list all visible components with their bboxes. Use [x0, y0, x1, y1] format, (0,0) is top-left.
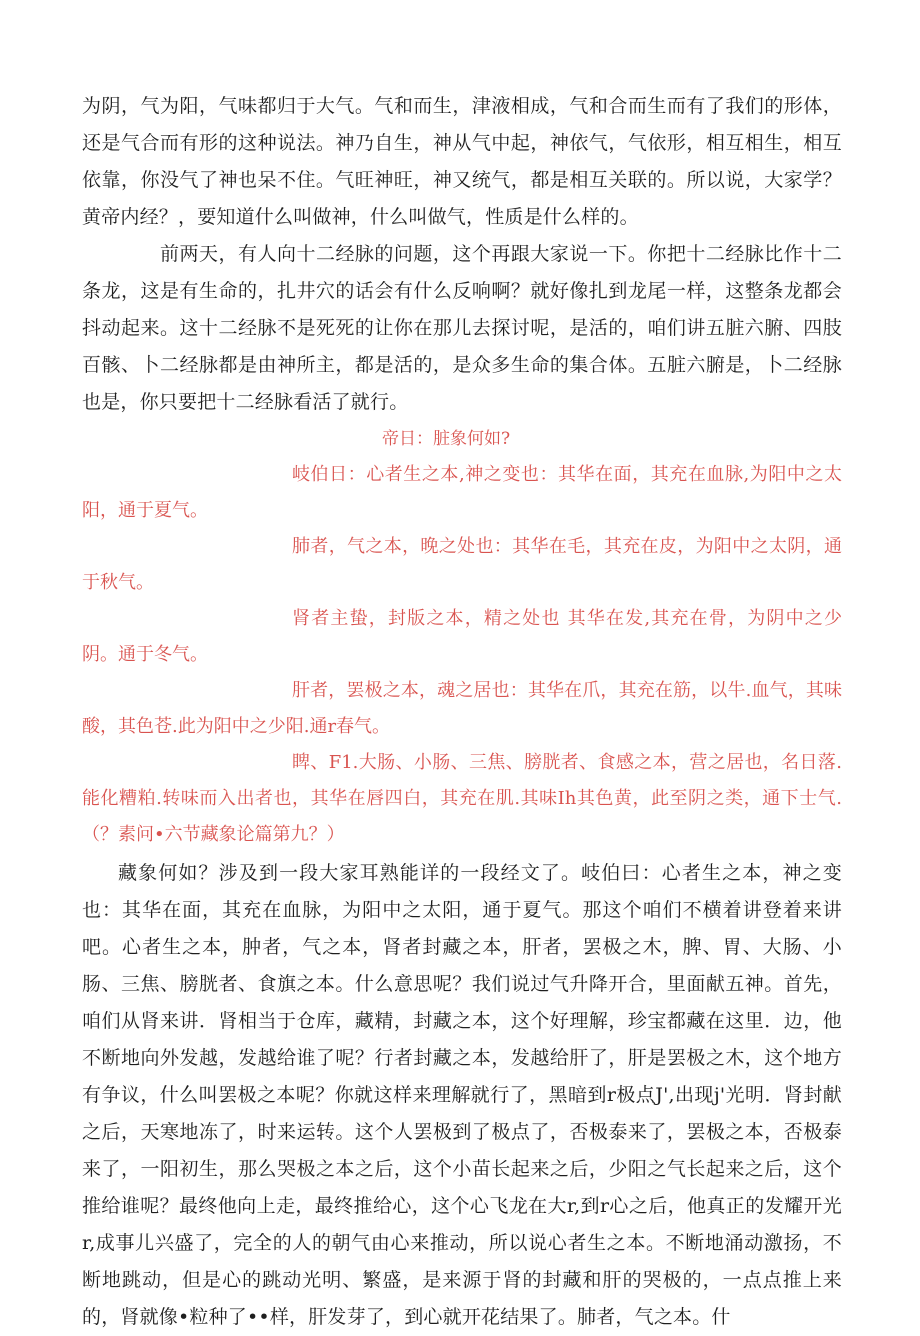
paragraph-qi-and-spirit: 为阴，气为阳，气味都归于大气。气和而生，津液相成，气和合而生而有了我们的形体，还是气合而有形的这种说法。神乃自生，神从气中起，神依气，气依形，相互相生，相互依靠，你没气了神也呆不住。气旺神旺，神又统气，都是相互关联的。所以说，大家学？黄帝内经？，要知道什么叫做神，什么叫做气，性质是什么样的。: [82, 95, 842, 228]
document-page: [82, 88, 842, 1336]
quote-kidney: 肾者主蛰，封版之本，精之处也 其华在发,其充在骨，为阴中之少阴。通于冬气。: [82, 608, 842, 665]
quote-spleen: 睥、F1.大肠、小肠、三焦、膀胱者、食感之本，营之居也，名日落.能化糟粕.转味而入出者也，其华在唇四白，其充在肌.其味Ih其色黄，此至阴之类，通下士气.（？素问•六节藏象论篇第九？）: [82, 752, 842, 845]
paragraph-twelve-meridians: 前两天，有人向十二经脉的问题，这个再跟大家说一下。你把十二经脉比作十二条龙，这是有生命的，扎井穴的话会有什么反响啊？就好像扎到龙尾一样，这整条龙都会抖动起来。这十二经脉不是死死的让你在那儿去探讨呢，是活的，咱们讲五脏六腑、四肢百骸、卜二经脉都是由神所主，都是活的，是众多生命的集合体。五脏六腑是，卜二经脉也是，你只要把十二经脉看活了就行。: [82, 243, 842, 413]
quote-heart: 岐伯日：心者生之本,神之变也：其华在面，其充在血脉,为阳中之太阳，通于夏气。: [82, 464, 842, 521]
quote-heading: 帝日：脏象何如?: [382, 429, 511, 449]
paragraph-zangxiang-commentary: 藏象何如？涉及到一段大家耳熟能详的一段经文了。岐伯曰：心者生之本，神之变也：其华在面，其充在血脉，为阳中之太阳，通于夏气。那这个咱们不横着讲登着来讲吧。心者生之本，肿者，气之本，肾者封藏之本，肝者，罢极之木，脾、胃、大肠、小肠、三焦、膀胱者、食旗之本。什么意思呢？我们说过气升降开合，里面献五神。首先，咱们从肾来讲．肾相当于仓库，藏精，封藏之本，这个好理解，珍宝都藏在这里．边，他不断地向外发越，发越给谁了呢？行者封藏之本，发越给肝了，肝是罢极之木，这个地方有争议，什么叫罢极之本呢？你就这样来理解就行了，黑暗到r极点J',出现j'光明．肾封献之后，天寒地冻了，时来运转。这个人罢极到了极点了，否极泰来了，罢极之本，否极泰来了，一阳初生，那么哭极之本之后，这个小苗长起来之后，少阳之气长起来之后，这个推给谁呢？最终他向上走，最终推给心，这个心飞龙在大r,到r心之后，他真正的发耀开光r,成事儿兴盛了，完全的人的朝气由心来推动，所以说心者生之本。不断地涌动激扬，不断地跳动，但是心的跳动光明、繁盛，是来源于肾的封藏和肝的哭极的，一点点推上来的，肾就像•粒种了••样，肝发芽了，到心就开花结果了。肺者，气之本。什: [82, 862, 842, 1328]
quote-lung: 肺者，气之本，晚之处也：其华在毛，其充在皮，为阳中之太阴，通于秋气。: [82, 536, 842, 593]
quote-liver: 肝者，罢极之本，魂之居也：其华在爪，其充在筋，以牛.血气，其味酸，其色苍.此为阳中之少阳.通r春气。: [82, 680, 842, 737]
